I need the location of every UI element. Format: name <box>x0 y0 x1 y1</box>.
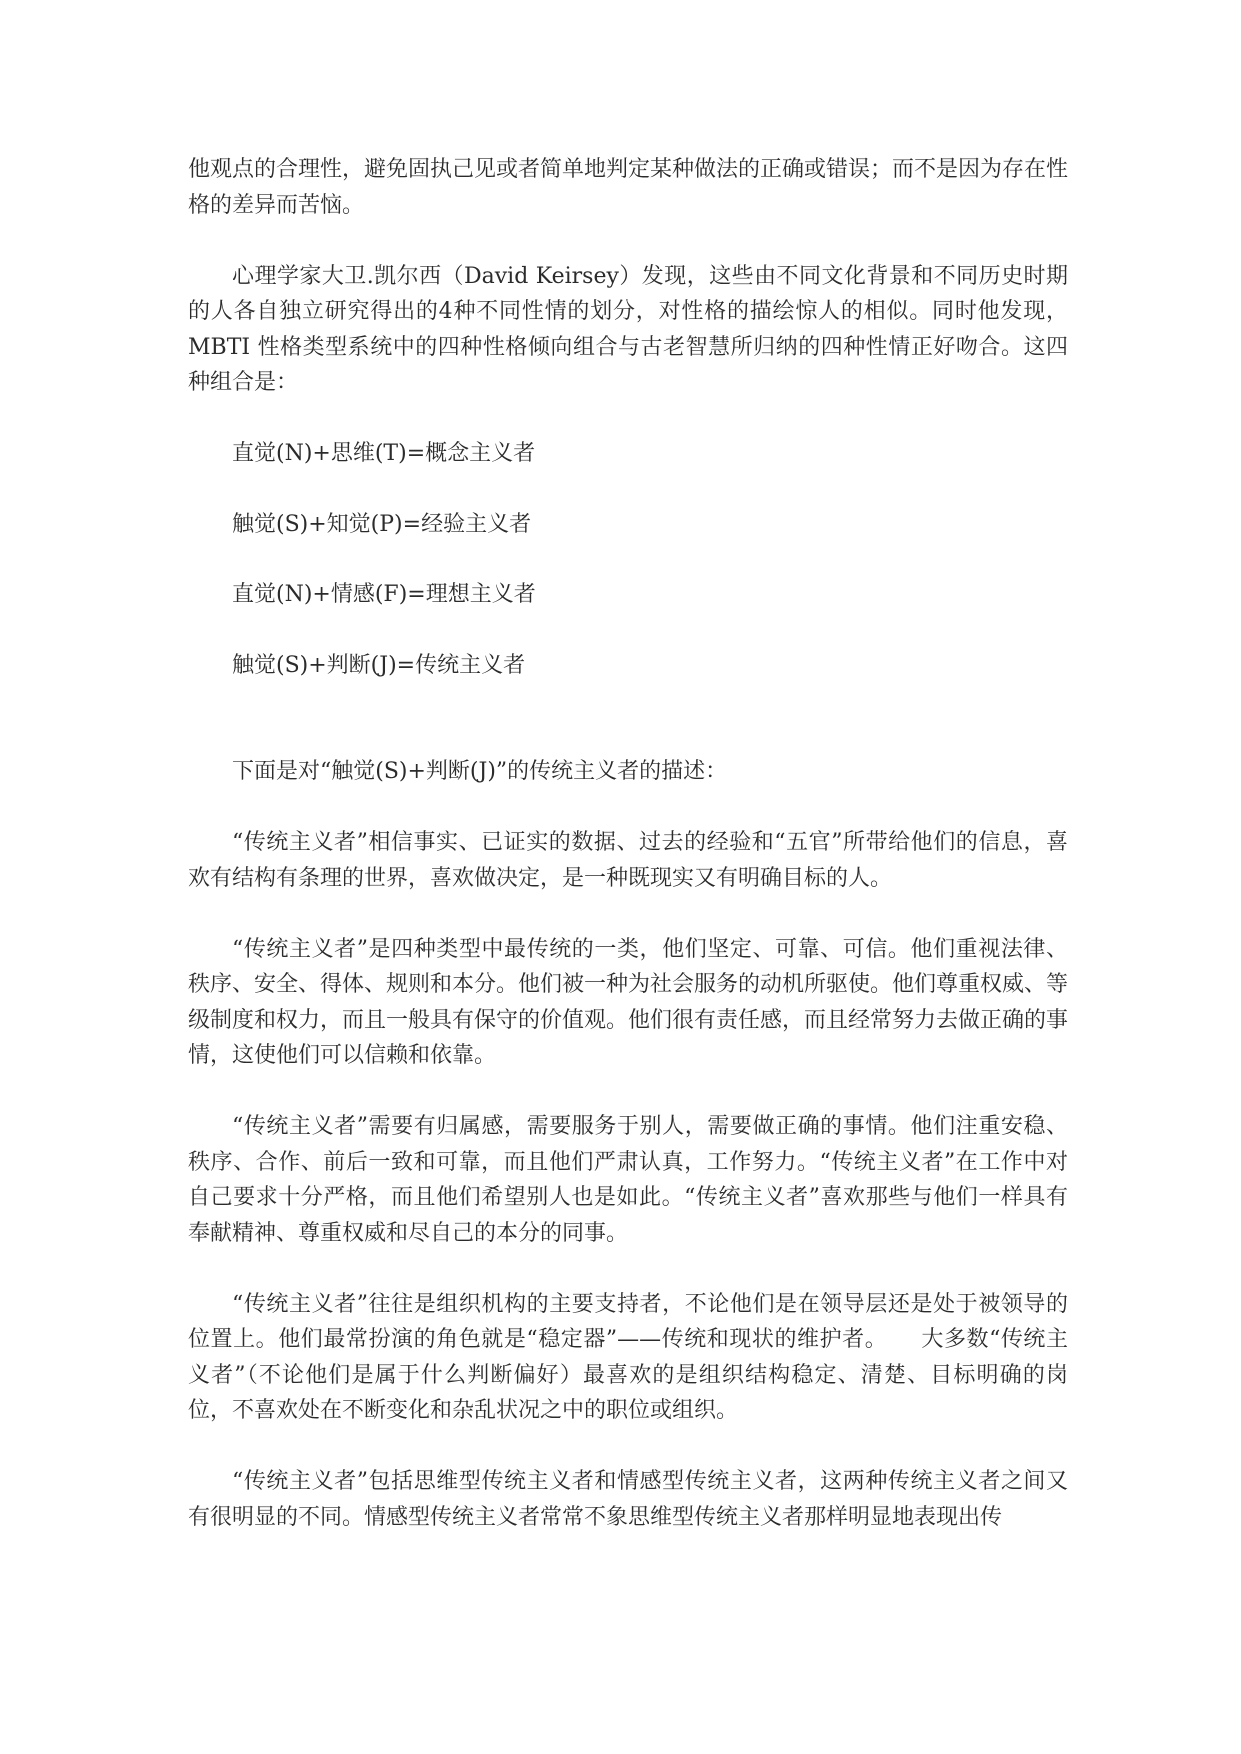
paragraph-sj-traditional: “传统主义者”是四种类型中最传统的一类，他们坚定、可靠、可信。他们重视法律、秩序、安全、得体、规则和本分。他们被一种为社会服务的动机所驱使。他们尊重权威、等级制度和权力，而且一般具有保守的价值观。他们很有责任感，而且经常努力去做正确的事情，这使他们可以信赖和依靠。 <box>188 936 1069 1068</box>
formula-nf: 直觉(N)+情感(F)=理想主义者 <box>232 582 536 607</box>
paragraph-continuation: 他观点的合理性，避免固执己见或者简单地判定某种做法的正确或错误；而不是因为存在性格的差异而苦恼。 <box>188 157 1069 218</box>
paragraph-sj-types: “传统主义者”包括思维型传统主义者和情感型传统主义者，这两种传统主义者之间又有很明显的不同。情感型传统主义者常常不象思维型传统主义者那样明显地表现出传 <box>188 1469 1068 1530</box>
paragraph-sj-stabilizer: “传统主义者”往往是组织机构的主要支持者，不论他们是在领导层还是处于被领导的位置上。他们最常扮演的角色就是“稳定器”——传统和现状的维护者。 大多数“传统主义者”（不论他们是属于什么判断偏好）最喜欢的是组织结构稳定、清楚、目标明确的岗位，不喜欢处在不断变化和杂乱状况之中的职位或组织。 <box>188 1291 1068 1423</box>
paragraph-keirsey: 心理学家大卫.凯尔西（David Keirsey）发现，这些由不同文化背景和不同历史时期的人各自独立研究得出的4种不同性情的划分，对性格的描绘惊人的相似。同时他发现，MBTI 性格类型系统中的四种性格倾向组合与古老智慧所归纳的四种性情正好吻合。这四种组合是： <box>188 263 1068 395</box>
document-body <box>188 152 1068 1571</box>
formula-sp: 触觉(S)+知觉(P)=经验主义者 <box>232 511 532 537</box>
paragraph-sj-needs: “传统主义者”需要有归属感，需要服务于别人，需要做正确的事情。他们注重安稳、秩序、合作、前后一致和可靠，而且他们严肃认真，工作努力。“传统主义者”在工作中对自己要求十分严格，而且他们希望别人也是如此。“传统主义者”喜欢那些与他们一样具有奉献精神、尊重权威和尽自己的本分的同事。 <box>188 1114 1068 1246</box>
formula-nt: 直觉(N)+思维(T)=概念主义者 <box>232 441 536 466</box>
paragraph-intro-sj: 下面是对“触觉(S)+判断(J)”的传统主义者的描述： <box>232 759 728 784</box>
paragraph-sj-beliefs: “传统主义者”相信事实、已证实的数据、过去的经验和“五官”所带给他们的信息，喜欢有结构有条理的世界，喜欢做决定，是一种既现实又有明确目标的人。 <box>188 830 1068 891</box>
formula-sj: 触觉(S)+判断(J)=传统主义者 <box>232 652 526 678</box>
